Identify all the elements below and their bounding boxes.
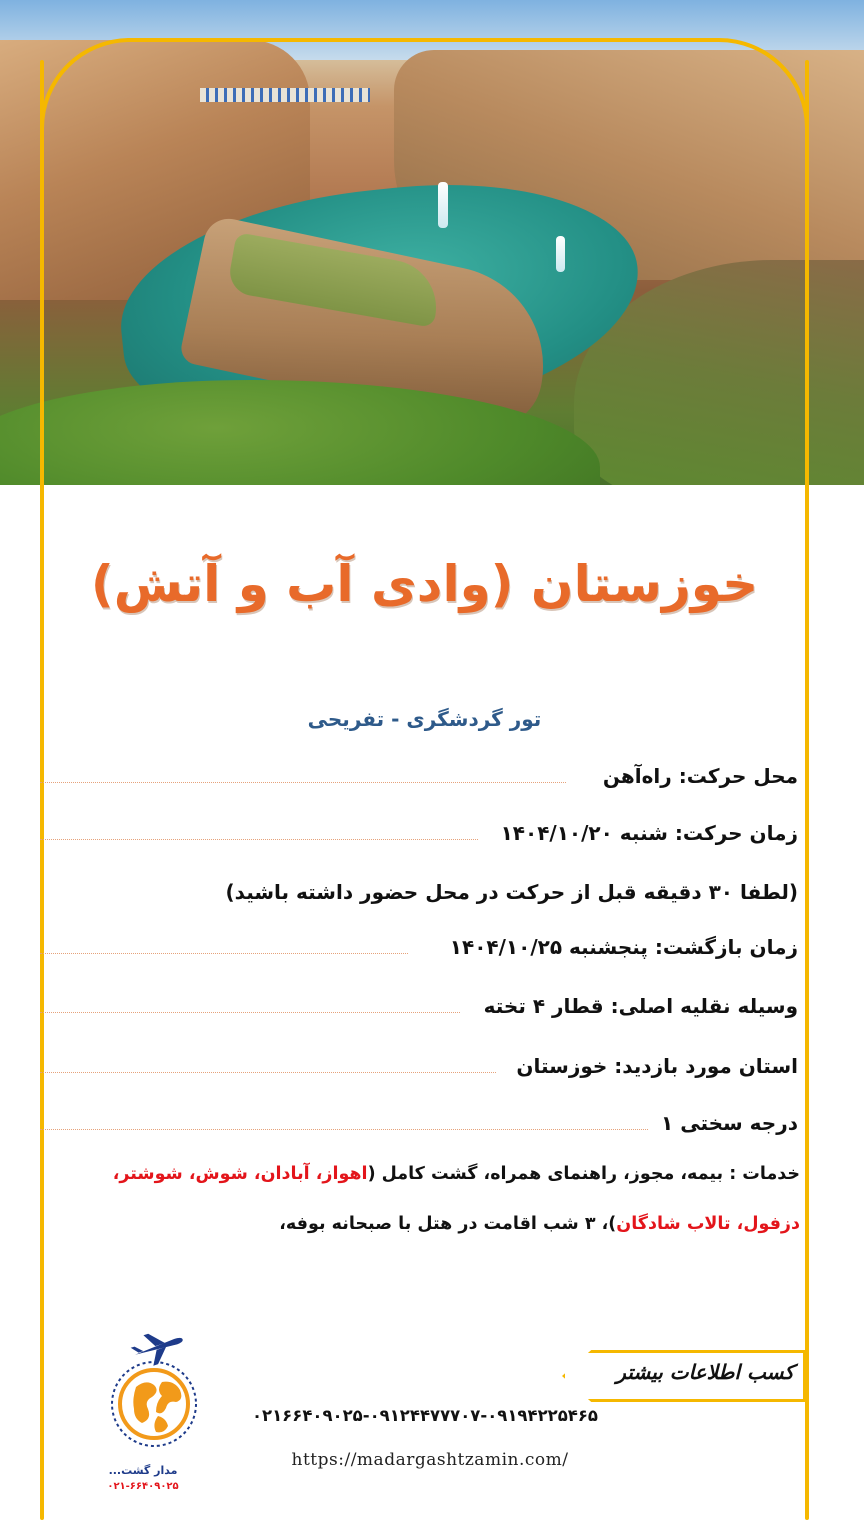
services-cities: دزفول، تالاب شادگان xyxy=(616,1214,800,1234)
frame-right-border xyxy=(805,60,809,1520)
row-divider xyxy=(40,953,408,954)
info-row-arrival-note xyxy=(40,876,798,916)
website-link[interactable]: https://madargashtzamin.com/ xyxy=(291,1450,569,1470)
more-info-label: کسب اطلاعات بیشتر xyxy=(616,1360,794,1384)
services-cities: اهواز، آبادان، شوش، شوشتر، xyxy=(112,1164,368,1184)
row-divider xyxy=(40,1129,648,1130)
info-row-text: زمان بازگشت: پنجشنبه ۱۴۰۴/۱۰/۲۵ xyxy=(449,935,798,959)
info-row-departure-time xyxy=(40,817,798,857)
services-text: )، ۳ شب اقامت در هتل با صبحانه بوفه، xyxy=(279,1214,617,1234)
hero-waterfall xyxy=(556,236,565,272)
info-row-text: استان مورد بازدید: خوزستان xyxy=(516,1054,798,1078)
info-row-transport xyxy=(40,990,798,1030)
info-row-text: زمان حرکت: شنبه ۱۴۰۴/۱۰/۲۰ xyxy=(500,821,798,845)
info-row-text: درجه سختی ۱ xyxy=(661,1111,798,1135)
info-row-difficulty xyxy=(40,1107,798,1147)
logo-brand-name: مدار گشت... xyxy=(108,1464,178,1477)
row-divider xyxy=(40,782,566,783)
info-row-return-time xyxy=(40,931,798,971)
services-text: خدمات : بیمه، مجوز، راهنمای همراه، گشت کامل ( xyxy=(367,1164,800,1184)
hero-waterfall xyxy=(438,182,448,228)
info-row-text: (لطفا ۳۰ دقیقه قبل از حرکت در محل حضور داشته باشید) xyxy=(225,880,798,904)
row-divider xyxy=(40,1012,460,1013)
row-divider xyxy=(40,839,478,840)
info-row-province xyxy=(40,1050,798,1090)
logo-phone: ۰۲۱-۶۶۴۰۹۰۲۵ xyxy=(107,1481,179,1492)
more-info-button[interactable] xyxy=(574,1356,802,1396)
services-line-2 xyxy=(60,1211,800,1237)
page-subtitle: تور گردشگری - تفریحی xyxy=(307,707,542,731)
row-divider xyxy=(40,1072,496,1073)
page-title: خوزستان (وادی آب و آتش) xyxy=(90,555,759,613)
phone-numbers: ۰۲۱۶۶۴۰۹۰۲۵-۰۹۱۲۴۴۷۷۷۰۷-۰۹۱۹۴۲۲۵۴۶۵ xyxy=(251,1406,599,1425)
services-line-1 xyxy=(60,1161,800,1187)
info-row-departure-place xyxy=(40,760,798,800)
info-row-text: محل حرکت: راه‌آهن xyxy=(602,764,798,788)
info-row-text: وسیله نقلیه اصلی: قطار ۴ تخته xyxy=(483,994,798,1018)
globe-icon xyxy=(120,1370,188,1438)
frame-top-arc xyxy=(40,38,809,158)
